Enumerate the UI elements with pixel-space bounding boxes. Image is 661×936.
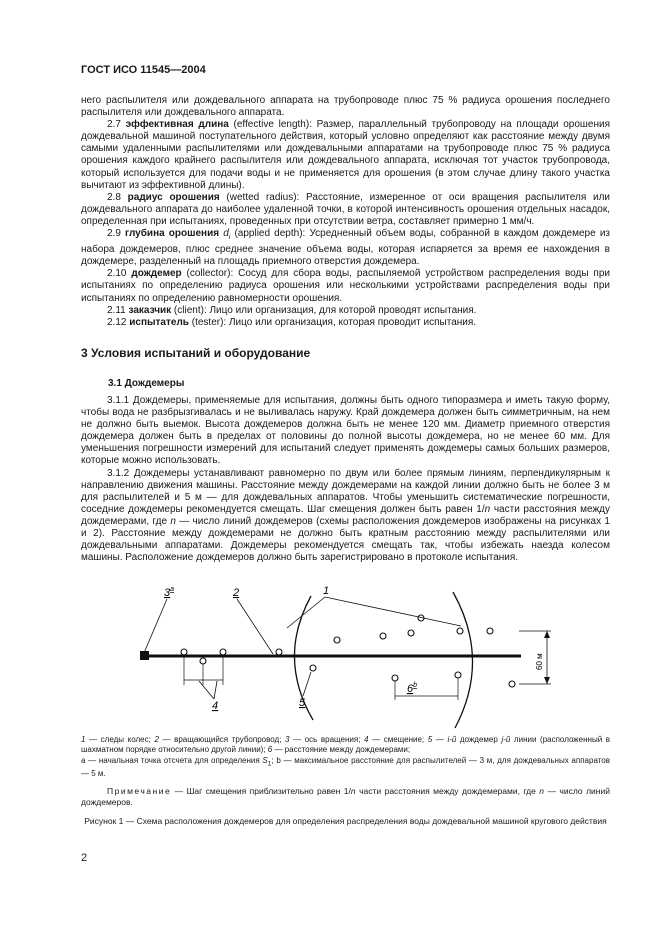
label-3a: 3$^a$ [164, 586, 175, 599]
page-number: 2 [81, 852, 88, 864]
collector [220, 649, 226, 655]
collector [487, 628, 493, 634]
label-1: 1 [323, 585, 330, 597]
document-header: ГОСТ ИСО 11545—2004 [81, 64, 206, 76]
definition-2-9: 2.9 глубина орошения $d_i$ (applied depth): Усредненный объем воды, собранной в каждом дождемере из набора дождемеров, плюс среднее значение объема воды, которая испаряется за время ее нахождения в дождемере, разделенный на площадь приемного отверстия дождемера. [81, 228, 610, 268]
figure-legend [81, 735, 610, 780]
collector [380, 633, 386, 639]
subsection-3-1-heading: 3.1 Дождемеры [108, 378, 185, 389]
definition-2-8: 2.8 радиус орошения (wetted radius): Расстояние, измеренное от оси вращения распылителя или дождевального аппарата до наиболее удаленной точки, в которой интенсивность орошения отдельных насадок, определенная при испытаниях, проведенных при отсутствии ветра, составляет примерно 1 мм/ч. [81, 191, 611, 227]
label-2: 2 [233, 587, 240, 599]
collector [276, 649, 282, 655]
collector [392, 675, 398, 681]
figure-caption: Рисунок 1 — Схема расположения дождемеров для определения распределения воды дождевальной машиной кругового действия [84, 816, 607, 826]
wheel-track-outer [453, 592, 473, 728]
collector [455, 672, 461, 678]
label-6: 6$^b$ [407, 682, 418, 695]
collector [457, 628, 463, 634]
figure-1-diagram [81, 582, 621, 732]
collector [200, 658, 206, 664]
definition-2-11: 2.11 заказчик (client): Лицо или организация, для которой проводят испытания. [107, 304, 477, 316]
collector [408, 630, 414, 636]
label-4: 4 [212, 700, 219, 712]
figure-note: Примечание — Шаг смещения приблизительно равен 1/n части расстояния между дождемерами, где n — число линий дождемеров. [81, 786, 610, 807]
section-3-heading: 3 Условия испытаний и оборудование [81, 346, 311, 360]
collector [334, 637, 340, 643]
legend-notes: a — начальная точка отсчета для определения $S_1$; b — максимальное расстояние для распылителей — 3 м, для дождевальных аппаратов — 5 м. [81, 755, 610, 779]
label-5: 5 [299, 697, 306, 709]
definition-2-12: 2.12 испытатель (tester): Лицо или организация, которая проводит испытания. [107, 316, 477, 328]
definition-2-7: 2.7 эффективная длина (effective length): Размер, параллельный трубопроводу на площади орошения дождевальной машиной поступательного действия, который условно определяют как расстояние между двумя самыми удаленными распылителями или дождевальными аппаратами на трубопроводе плюс 75 % радиуса орошения каждого крайнего распылителя или дождевального аппарата, исключая тот участок трубопровода, который используется для подачи воды и не применяется для орошения (в этом случае длину такого участка вычитают из эффективной длины). [81, 119, 610, 191]
collector [181, 649, 187, 655]
dimension-label: 60 м [535, 653, 544, 670]
paragraph-3-1-1: 3.1.1 Дождемеры, применяемые для испытания, должны быть одного типоразмера и иметь такую форму, чтобы вода не разбрызгивалась и не выливалась наружу. Край дождемера должен быть симметричным, на нем не должно быть выемок. Высота дождемеров должна быть не менее 120 мм. Диаметр приемного отверстия дождемера должен быть в пределах от половины до полной высоты дождемера, но не менее 60 мм. Для уменьшения погрешности измерений для испытаний следует применять дождемеры самых больших размеров, которые можно использовать. [81, 395, 610, 467]
section-3-text [81, 395, 610, 564]
legend-items: 1 — следы колес; 2 — вращающийся трубопровод; 3 — ось вращения; 4 — смещение; 5 — i-й дождемер j-й линии (расположенный в шахматном порядке относительно другой линии); 6 — расстояние между дождемерами; [81, 735, 611, 755]
collector [509, 681, 515, 687]
paragraph-3-1-2: 3.1.2 Дождемеры устанавливают равномерно по двум или более прямым линиям, перпендикулярным к направлению движения машины. Расстояние между дождемерами на каждой линии должно быть не более 3 м для распылителей и 5 м — для дождевальных аппаратов. Чтобы уменьшить систематические погрешности, соседние дождемеры рекомендуется смещать. Шаг смещения должен быть равен 1/n части расстояния между дождемерами, где n — число линий дождемеров (схемы расположения дождемеров изображены на рисунках 1 и 2). Расстояние между дождемерами не должно быть кратным расстоянию между распылителями или дождевальными аппаратами. Дождемеры рекомендуется смещать так, чтобы избежать наезда колесом машины. Расположение дождемеров должно быть зарегистрировано в протоколе испытания. [81, 467, 611, 564]
paragraph-continuation: него распылителя или дождевального аппарата на трубопроводе плюс 75 % радиуса орошения последнего распылителя или дождевального аппарата. [81, 95, 610, 119]
definitions-block [81, 95, 610, 329]
definition-2-10: 2.10 дождемер (collector): Сосуд для сбора воды, распыляемой устройством распределения воды при испытаниях по определению радиуса орошения или несколькими устройствами распределения воды при испытаниях по определению равномерности орошения. [81, 268, 610, 304]
collector [310, 665, 316, 671]
